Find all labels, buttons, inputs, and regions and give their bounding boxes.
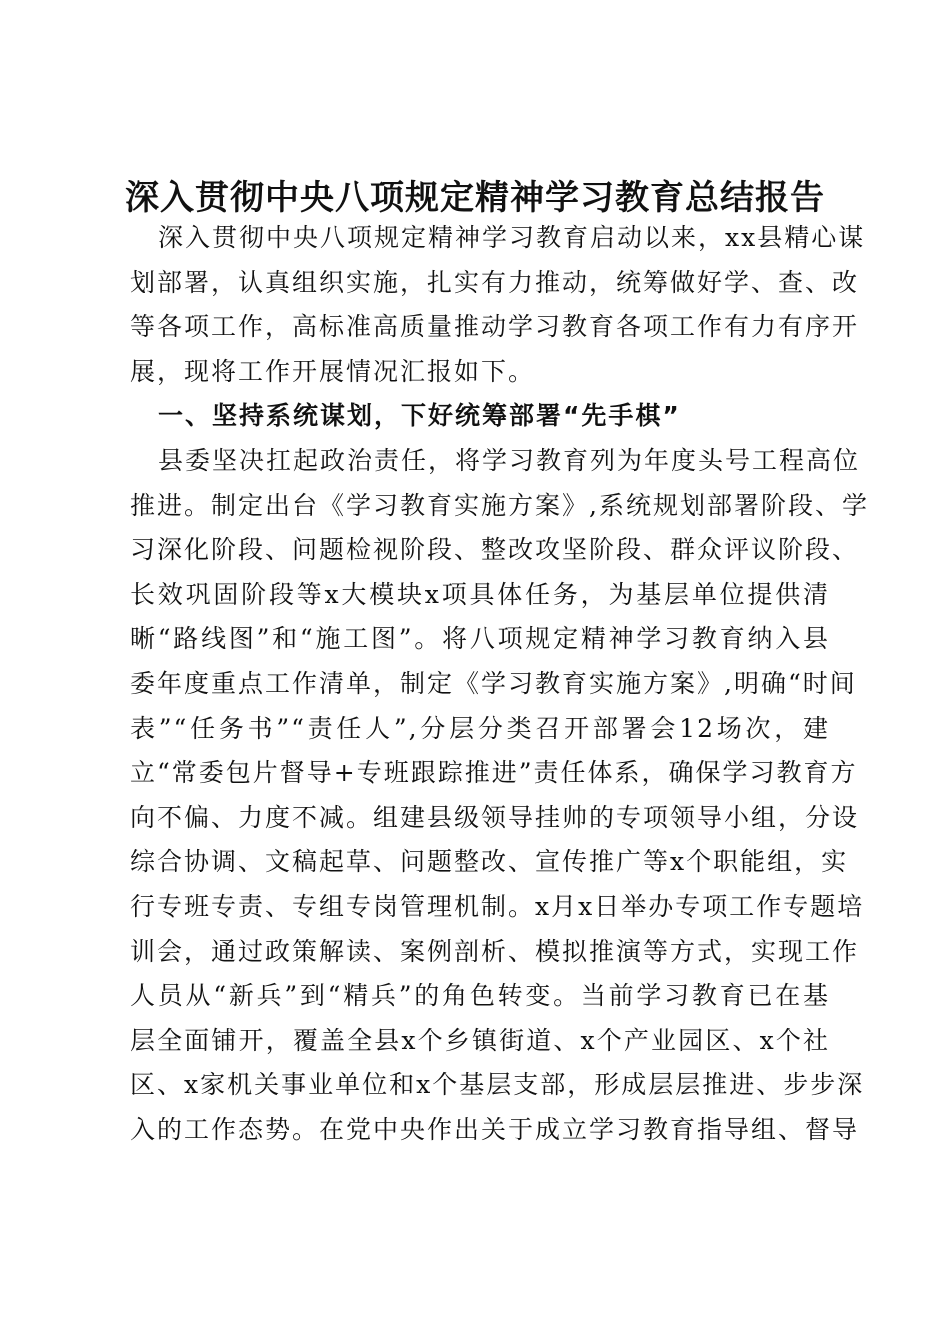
paragraph-line: 立“常委包片督导+专班跟踪推进”责任体系，确保学习教育方 [130, 758, 858, 788]
paragraph-line: 长效巩固阶段等x大模块x项具体任务，为基层单位提供清 [130, 579, 830, 609]
paragraph-line: 人员从“新兵”到“精兵”的角色转变。当前学习教育已在基 [130, 981, 830, 1011]
paragraph-line: 层全面铺开，覆盖全县x个乡镇街道、x个产业园区、x个社 [130, 1025, 830, 1055]
paragraph-line: 等各项工作，高标准高质量推动学习教育各项工作有力有序开 [130, 312, 860, 342]
paragraph-line: 训会，通过政策解读、案例剖析、模拟推演等方式，实现工作 [130, 936, 860, 966]
paragraph-line: 行专班专责、专组专岗管理机制。x月x日举办专项工作专题培 [130, 892, 865, 921]
paragraph-line: 划部署，认真组织实施，扎实有力推动，统筹做好学、查、改 [130, 267, 860, 297]
paragraph-line: 推进。制定出台《学习教育实施方案》,系统规划部署阶段、学 [130, 490, 869, 520]
paragraph-line: 县委坚决扛起政治责任，将学习教育列为年度头号工程高位 [158, 446, 861, 475]
paragraph-line: 区、x家机关事业单位和x个基层支部，形成层层推进、步步深 [130, 1070, 865, 1100]
paragraph-line: 入的工作态势。在党中央作出关于成立学习教育指导组、督导 [130, 1115, 860, 1144]
paragraph-line: 晰“路线图”和“施工图”。将八项规定精神学习教育纳入县 [130, 624, 830, 654]
paragraph-line: 展，现将工作开展情况汇报如下。 [130, 356, 536, 386]
paragraph-line: 综合协调、文稿起草、问题整改、宣传推广等x个职能组，实 [130, 847, 849, 877]
paragraph-line: 表”“任务书”“责任人”,分层分类召开部署会12场次，建 [130, 713, 830, 743]
paragraph-line: 深入贯彻中央八项规定精神学习教育启动以来，xx县精心谋 [158, 223, 866, 252]
paragraph-line: 委年度重点工作清单，制定《学习教育实施方案》,明确“时间 [130, 669, 857, 698]
paragraph-line: 向不偏、力度不减。组建县级领导挂帅的专项领导小组，分设 [130, 802, 860, 832]
paragraph-line: 习深化阶段、问题检视阶段、整改攻坚阶段、群众评议阶段、 [130, 535, 860, 565]
document-title: 深入贯彻中央八项规定精神学习教育总结报告 [125, 178, 825, 218]
section-heading: 一、坚持系统谋划，下好统筹部署“先手棋” [158, 401, 681, 431]
